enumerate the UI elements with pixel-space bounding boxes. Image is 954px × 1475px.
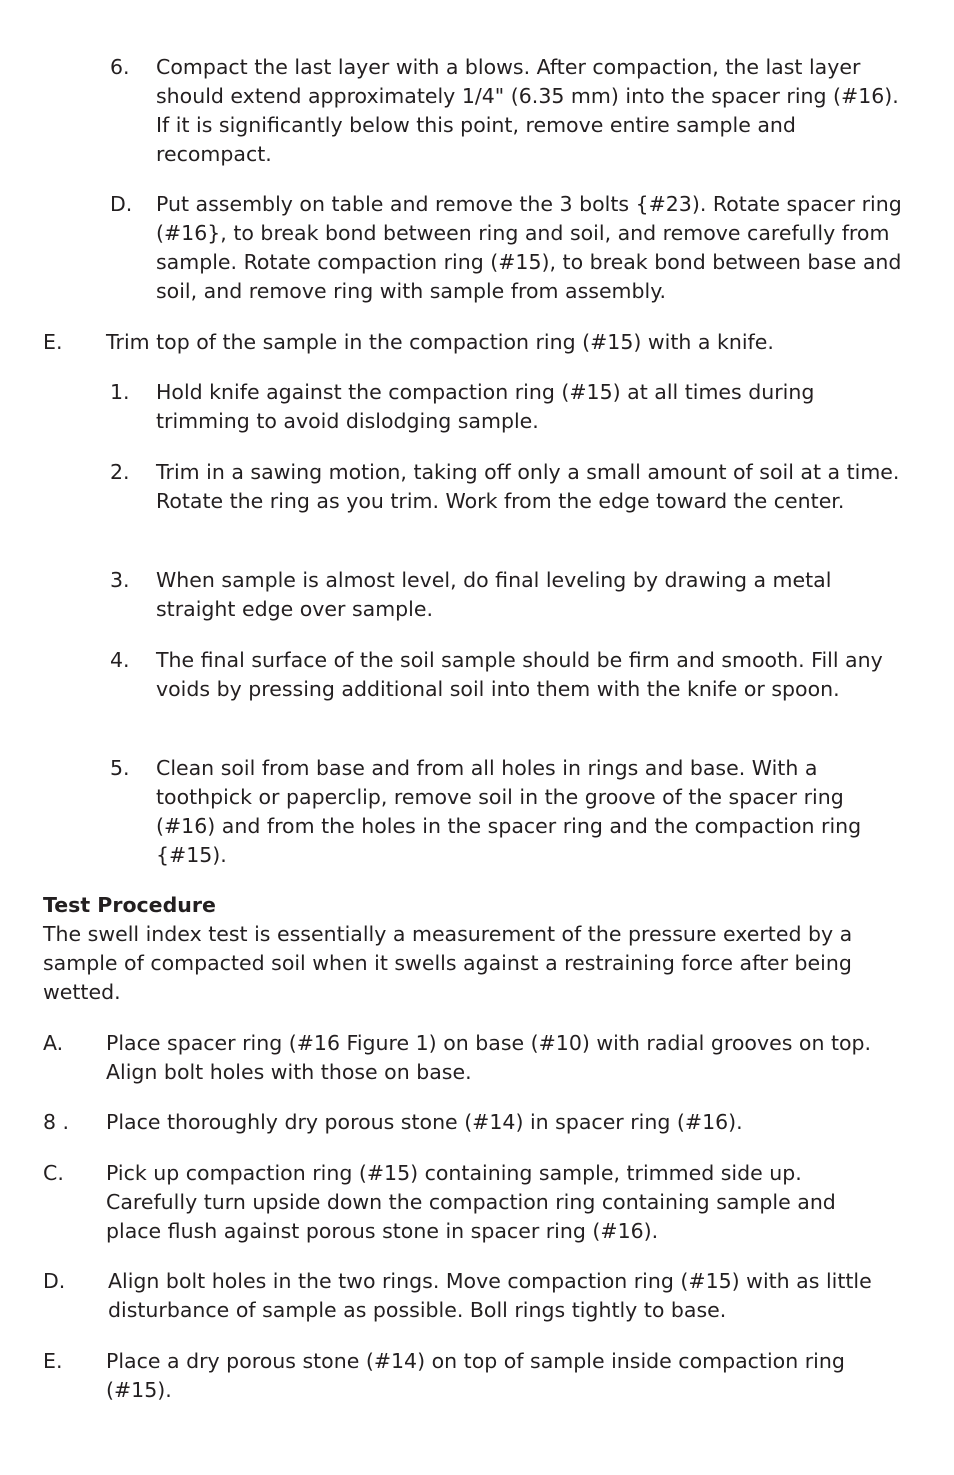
step-text: Pick up compaction ring (#15) containing sample, trimmed side up. Carefully turn upside down the compaction ring containing sample and place flush against porous stone in spacer ring (#16). xyxy=(106,1161,836,1243)
list-item-text: When sample is almost level, do final leveling by drawing a metal straight edge over sample. xyxy=(156,568,832,621)
section-heading: Test Procedure xyxy=(43,893,216,917)
section-intro: The swell index test is essentially a measurement of the pressure exerted by a sample of compacted soil when it swells against a restraining force after being wetted. xyxy=(43,922,853,1004)
step-marker: E. xyxy=(43,1349,63,1373)
step-marker: C. xyxy=(43,1161,64,1185)
step-marker: 8 . xyxy=(43,1110,70,1134)
list-marker: 2. xyxy=(110,460,130,484)
list-marker: 4. xyxy=(110,648,130,672)
list-item-text: Clean soil from base and from all holes in rings and base. With a toothpick or paperclip, remove soil in the groove of the spacer ring (#16) and from the holes in the spacer ring and the compaction ring {#15). xyxy=(156,756,862,867)
step-marker: D. xyxy=(43,1269,66,1293)
step-text: Align bolt holes in the two rings. Move compaction ring (#15) with as little disturbance of sample as possible. Boll rings tightly to base. xyxy=(108,1269,872,1322)
list-marker: 1. xyxy=(110,380,130,404)
step-text: Place a dry porous stone (#14) on top of sample inside compaction ring (#15). xyxy=(106,1349,845,1402)
list-marker: 6. xyxy=(110,55,130,79)
list-item-text: Compact the last layer with a blows. After compaction, the last layer should extend approximately 1/4" (6.35 mm) into the spacer ring (#16). If it is significantly below this point, remove entire sample and recompact. xyxy=(156,55,899,166)
list-item-text: Put assembly on table and remove the 3 bolts {#23). Rotate spacer ring (#16}, to break bond between ring and soil, and remove carefully from sample. Rotate compaction ring (#15), to break bond between base and soil, and remove ring with sample from assembly. xyxy=(156,192,902,303)
step-text: Place thoroughly dry porous stone (#14) in spacer ring (#16). xyxy=(106,1110,743,1134)
list-item-text: Trim in a sawing motion, taking off only a small amount of soil at a time. Rotate the ring as you trim. Work from the edge toward the center. xyxy=(156,460,900,513)
list-marker: 5. xyxy=(110,756,130,780)
list-marker: E. xyxy=(43,330,63,354)
step-text: Place spacer ring (#16 Figure 1) on base (#10) with radial grooves on top. Align bolt holes with those on base. xyxy=(106,1031,872,1084)
list-marker: D. xyxy=(110,192,133,216)
list-item-text: Hold knife against the compaction ring (#15) at all times during trimming to avoid dislodging sample. xyxy=(156,380,815,433)
step-marker: A. xyxy=(43,1031,64,1055)
list-item-text: Trim top of the sample in the compaction ring (#15) with a knife. xyxy=(106,330,774,354)
list-item-text: The final surface of the soil sample should be firm and smooth. Fill any voids by pressing additional soil into them with the knife or spoon. xyxy=(156,648,883,701)
list-marker: 3. xyxy=(110,568,130,592)
